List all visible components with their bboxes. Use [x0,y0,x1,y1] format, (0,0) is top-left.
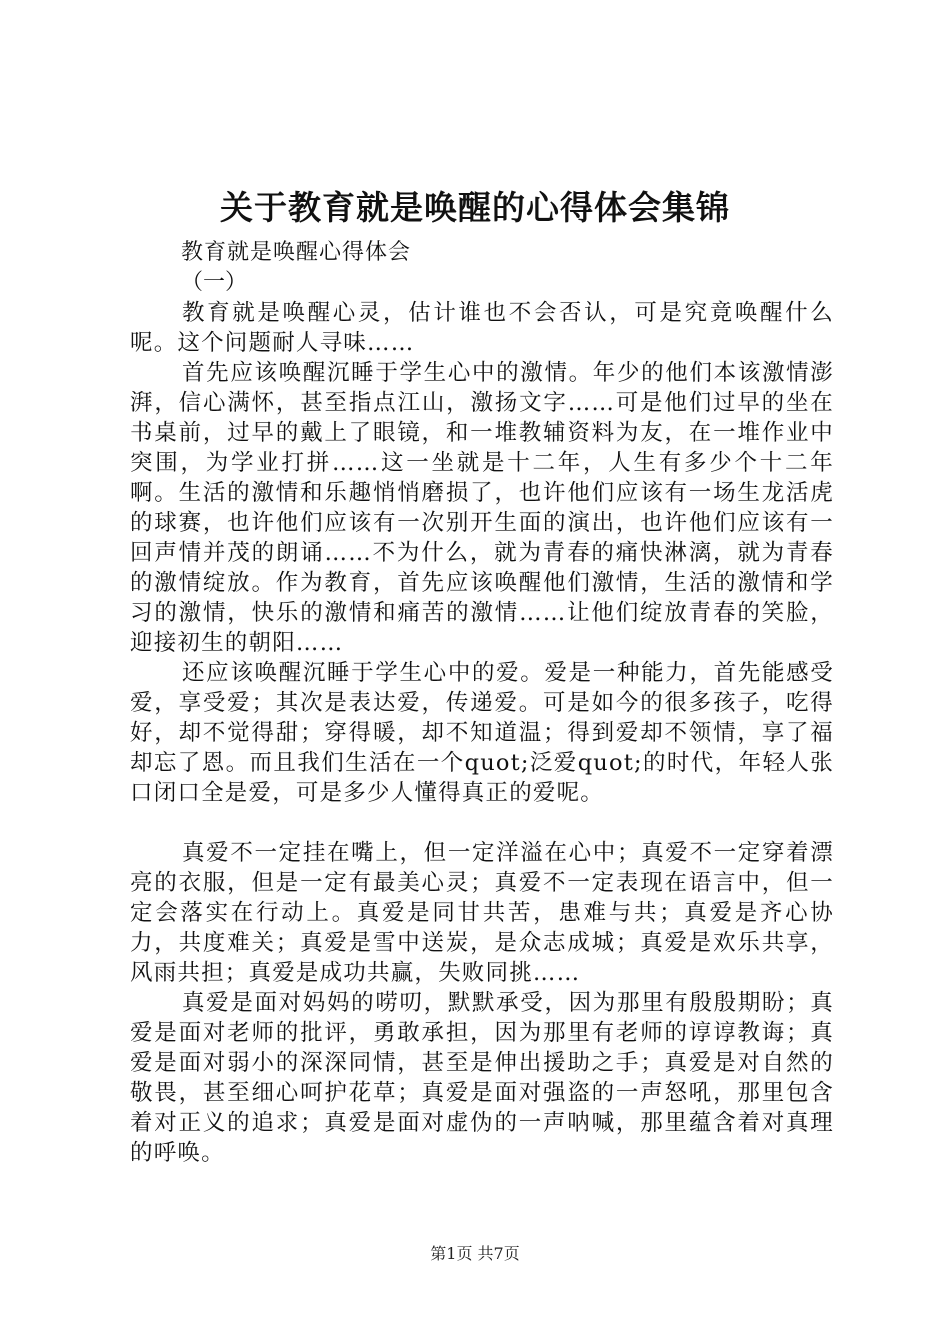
paragraph-4: 真爱不一定挂在嘴上，但一定洋溢在心中；真爱不一定穿着漂亮的衣服，但是一定有最美心灵；真爱不一定表现在语言中，但一定会落实在行动上。真爱是同甘共苦，患难与共；真爱是齐心协力，共度难关；真爱是雪中送炭，是众志成城；真爱是欢乐共享，风雨共担；真爱是成功共赢，失败同挑…… [130,840,834,986]
document-subtitle: 教育就是唤醒心得体会 [181,240,412,265]
paragraph-5: 真爱是面对妈妈的唠叨，默默承受，因为那里有殷殷期盼；真爱是面对老师的批评，勇敢承担，因为那里有老师的谆谆教诲；真爱是面对弱小的深深同情，甚至是伸出援助之手；真爱是对自然的敬畏，甚至细心呵护花草；真爱是面对强盗的一声怒吼，那里包含着对正义的追求；真爱是面对虚伪的一声呐喊，那里蕴含着对真理的呼唤。 [130,990,834,1166]
paragraph-2: 首先应该唤醒沉睡于学生心中的激情。年少的他们本该激情澎湃，信心满怀，甚至指点江山，激扬文字……可是他们过早的坐在书桌前，过早的戴上了眼镜，和一堆教辅资料为友，在一堆作业中突围，为学业打拼……这一坐就是十二年，人生有多少个十二年啊。生活的激情和乐趣悄悄磨损了，也许他们应该有一场生龙活虎的球赛，也许他们应该有一次别开生面的演出，也许他们应该有一回声情并茂的朗诵……不为什么，就为青春的痛快淋漓，就为青春的激情绽放。作为教育，首先应该唤醒他们激情，生活的激情和学习的激情，快乐的激情和痛苦的激情……让他们绽放青春的笑脸，迎接初生的朝阳…… [130,360,834,656]
document-body [130,298,834,1168]
page-footer: 第1页 共7页 [430,1244,520,1263]
document-title: 关于教育就是唤醒的心得体会集锦 [220,188,730,227]
section-marker: （一） [181,270,248,295]
paragraph-3: 还应该唤醒沉睡于学生心中的爱。爱是一种能力，首先能感受爱，享受爱；其次是表达爱，传递爱。可是如今的很多孩子，吃得好，却不觉得甜；穿得暖，却不知道温；得到爱却不领情，享了福却忘了恩。而且我们生活在一个quot;泛爱quot;的时代，年轻人张口闭口全是爱，可是多少人懂得真正的爱呢。 [130,660,834,806]
paragraph-1: 教育就是唤醒心灵，估计谁也不会否认，可是究竟唤醒什么呢。这个问题耐人寻味…… [130,300,834,356]
